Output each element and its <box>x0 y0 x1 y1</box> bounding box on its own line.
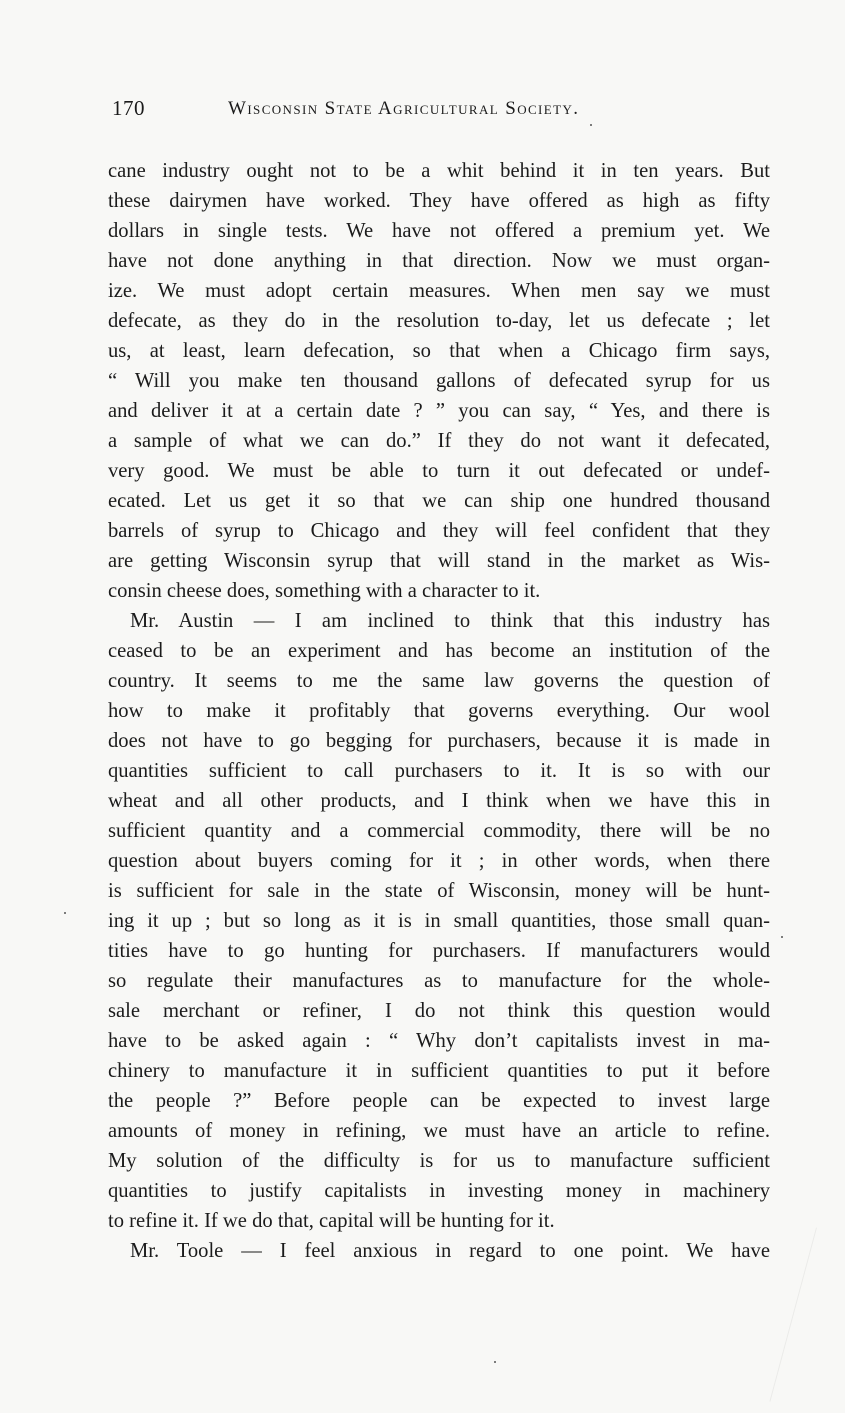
text-line: ing it up ; but so long as it is in small quantities, those small quan- <box>108 910 770 932</box>
text-line: is sufficient for sale in the state of Wisconsin, money will be hunt- <box>108 880 770 902</box>
paper-speck <box>494 1361 496 1363</box>
paragraph-start-line: Mr. Austin — I am inclined to think that this industry has <box>130 610 770 632</box>
text-line: tities have to go hunting for purchasers. If manufacturers would <box>108 940 770 962</box>
paragraph-start-line: Mr. Toole — I feel anxious in regard to one point. We have <box>130 1240 770 1262</box>
text-line: sufficient quantity and a commercial commodity, there will be no <box>108 820 770 842</box>
running-title: Wisconsin State Agricultural Society. <box>228 98 580 119</box>
text-line: chinery to manufacture it in sufficient quantities to put it before <box>108 1060 770 1082</box>
text-line: and deliver it at a certain date ? ” you can say, “ Yes, and there is <box>108 400 770 422</box>
text-line: have not done anything in that direction. Now we must organ- <box>108 250 770 272</box>
paper-speck <box>781 936 783 938</box>
text-line: so regulate their manufactures as to manufacture for the whole- <box>108 970 770 992</box>
text-line: how to make it profitably that governs everything. Our wool <box>108 700 770 722</box>
text-line: very good. We must be able to turn it out defecated or undef- <box>108 460 770 482</box>
text-line: to refine it. If we do that, capital will be hunting for it. <box>108 1210 555 1232</box>
text-line: dollars in single tests. We have not offered a premium yet. We <box>108 220 770 242</box>
text-line: wheat and all other products, and I think when we have this in <box>108 790 770 812</box>
body-text <box>108 156 770 1266</box>
text-line: us, at least, learn defecation, so that when a Chicago firm says, <box>108 340 770 362</box>
text-line: defecate, as they do in the resolution to-day, let us defecate ; let <box>108 310 770 332</box>
text-line: barrels of syrup to Chicago and they will feel confident that they <box>108 520 770 542</box>
text-line: a sample of what we can do.” If they do not want it defecated, <box>108 430 770 452</box>
text-line: these dairymen have worked. They have offered as high as fifty <box>108 190 770 212</box>
text-line: consin cheese does, something with a character to it. <box>108 580 541 602</box>
text-line: the people ?” Before people can be expected to invest large <box>108 1090 770 1112</box>
text-line: quantities to justify capitalists in investing money in machinery <box>108 1180 770 1202</box>
text-line: ecated. Let us get it so that we can ship one hundred thousand <box>108 490 770 512</box>
text-line: ceased to be an experiment and has become an institution of the <box>108 640 770 662</box>
text-line: amounts of money in refining, we must have an article to refine. <box>108 1120 770 1142</box>
text-line: sale merchant or refiner, I do not think this question would <box>108 1000 770 1022</box>
text-line: “ Will you make ten thousand gallons of defecated syrup for us <box>108 370 770 392</box>
paper-speck <box>590 124 592 126</box>
text-line: have to be asked again : “ Why don’t capitalists invest in ma- <box>108 1030 770 1052</box>
page-number: 170 <box>112 96 145 120</box>
text-line: does not have to go begging for purchasers, because it is made in <box>108 730 770 752</box>
text-line: question about buyers coming for it ; in other words, when there <box>108 850 770 872</box>
running-header <box>112 96 772 126</box>
text-line: cane industry ought not to be a whit behind it in ten years. But <box>108 160 770 182</box>
paper-speck <box>64 912 66 914</box>
text-line: country. It seems to me the same law governs the question of <box>108 670 770 692</box>
text-line: quantities sufficient to call purchasers to it. It is so with our <box>108 760 770 782</box>
text-line: are getting Wisconsin syrup that will stand in the market as Wis- <box>108 550 770 572</box>
paper-crease <box>769 1228 845 1413</box>
text-line: ize. We must adopt certain measures. When men say we must <box>108 280 770 302</box>
text-line: My solution of the difficulty is for us to manufacture sufficient <box>108 1150 770 1172</box>
